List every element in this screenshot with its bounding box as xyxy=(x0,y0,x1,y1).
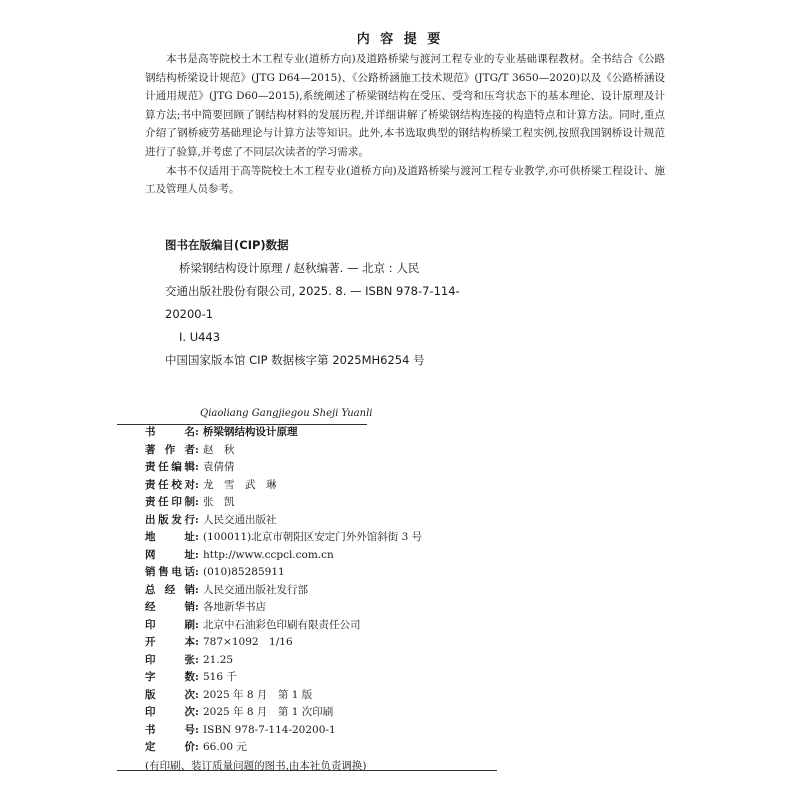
imprint-label: 责任印制 xyxy=(145,496,195,508)
imprint-value: 2025 年 8 月 第 1 次印刷 xyxy=(203,706,334,718)
imprint-row xyxy=(145,722,565,740)
imprint-label: 地 址 xyxy=(145,531,195,543)
imprint-colon: : xyxy=(195,618,199,631)
imprint-row xyxy=(145,652,565,670)
summary-title: 内 容 提 要 xyxy=(356,32,444,47)
imprint-colon: : xyxy=(195,706,199,718)
imprint-row xyxy=(145,442,565,460)
imprint-row xyxy=(145,704,565,722)
imprint-value: 人民交通出版社 xyxy=(203,513,277,526)
imprint-value: 516 千 xyxy=(203,671,237,683)
imprint-row xyxy=(145,494,565,512)
summary-body xyxy=(145,50,665,199)
cip-line: 20200-1 xyxy=(165,307,214,321)
imprint-label: 出版发行 xyxy=(145,513,195,526)
imprint-value: (100011)北京市朝阳区安定门外外馆斜街 3 号 xyxy=(203,531,423,543)
imprint-colon: : xyxy=(195,636,199,648)
imprint-value: 21.25 xyxy=(203,653,234,666)
imprint-colon: : xyxy=(195,461,199,473)
divider-bottom xyxy=(117,770,497,771)
imprint-row xyxy=(145,669,565,687)
imprint-label: 责任校对 xyxy=(145,478,195,491)
imprint-value: 各地新华书店 xyxy=(203,601,266,613)
imprint-label: 印 张 xyxy=(145,653,195,666)
imprint-colon: : xyxy=(195,653,199,666)
imprint-colon: : xyxy=(195,723,199,736)
cip-line: 交通出版社股份有限公司, 2025. 8. — ISBN 978-7-114- xyxy=(165,284,460,298)
imprint-value: 787×1092 1/16 xyxy=(203,636,293,648)
imprint-colon: : xyxy=(195,426,199,438)
cip-record-number: 中国国家版本馆 CIP 数据核字第 2025MH6254 号 xyxy=(165,353,425,367)
imprint-value: 赵 秋 xyxy=(203,443,235,456)
imprint-label: 销售电话 xyxy=(145,566,195,578)
imprint-label: 字 数 xyxy=(145,671,195,683)
imprint-row xyxy=(145,424,565,442)
imprint-row xyxy=(145,599,565,617)
imprint-colon: : xyxy=(195,478,199,491)
imprint-label: 版 次 xyxy=(145,688,195,701)
cip-line: 桥梁钢结构设计原理 / 赵秋编著. — 北京 : 人民 xyxy=(179,261,420,275)
imprint-label: 书 号 xyxy=(145,723,195,736)
imprint-colon: : xyxy=(195,601,199,613)
imprint-value: ISBN 978-7-114-20200-1 xyxy=(203,723,336,736)
imprint-row xyxy=(145,582,565,600)
imprint-note: (有印刷、装订质量问题的图书,由本社负责调换) xyxy=(145,759,367,772)
pinyin-title: Qiaoliang Gangjiegou Sheji Yuanli xyxy=(200,408,373,419)
imprint-label: 印 次 xyxy=(145,706,195,718)
imprint-row xyxy=(145,739,565,757)
cip-block xyxy=(165,234,465,372)
imprint-row xyxy=(145,634,565,652)
summary-paragraph: 本书不仅适用于高等院校土木工程专业(道桥方向)及道路桥梁与渡河工程专业教学,亦可供桥梁工程设计、施工及管理人员参考。 xyxy=(145,164,665,196)
imprint-label: 总 经 销 xyxy=(145,583,195,596)
imprint-row xyxy=(145,687,565,705)
imprint-value: 2025 年 8 月 第 1 版 xyxy=(203,688,313,701)
imprint-row xyxy=(145,564,565,582)
imprint-colon: : xyxy=(195,688,199,701)
summary-paragraph: 本书是高等院校土木工程专业(道桥方向)及道路桥梁与渡河工程专业的专业基础课程教材。全书结合《公路钢结构桥梁设计规范》(JTG D64—2015)、《公路桥涵施工技术规范》(JTG/T 3650—2020)以及《公路桥涵设计通用规范》(JTG D60—2015),系统阐述了桥梁钢结构在受压、受弯和压弯状态下的基本理论、设计原理及计算方法;书中简要回顾了钢结构材料的发展历程,并详细讲解了桥梁钢结构连接的构造特点和计算方法。同时,重点介绍了钢桥疲劳基础理论与计算方法等知识。此外,本书选取典型的钢结构桥梁工程实例,按照我国钢桥设计规范进行了验算,并考虑了不同层次读者的学习需求。 xyxy=(145,53,665,158)
imprint-colon: : xyxy=(195,496,199,508)
imprint-value: 北京中石油彩色印刷有限责任公司 xyxy=(203,618,361,631)
imprint-colon: : xyxy=(195,548,199,561)
imprint-value: 66.00 元 xyxy=(203,741,247,753)
imprint-colon: : xyxy=(195,531,199,543)
imprint-value: http://www.ccpcl.com.cn xyxy=(203,548,334,561)
imprint-label: 印 刷 xyxy=(145,618,195,631)
imprint-colon: : xyxy=(195,566,199,578)
imprint-label: 书 名 xyxy=(145,426,195,438)
imprint-label: 网 址 xyxy=(145,548,195,561)
imprint-value: 张 凯 xyxy=(203,496,235,508)
imprint-row xyxy=(145,547,565,565)
imprint-row xyxy=(145,512,565,530)
imprint-value: 桥梁钢结构设计原理 xyxy=(203,426,298,438)
imprint-value: 龙 雪 武 琳 xyxy=(203,478,277,491)
imprint-label: 定 价 xyxy=(145,741,195,753)
cip-classification: Ⅰ. U443 xyxy=(179,330,221,344)
imprint-label: 著 作 者 xyxy=(145,443,195,456)
imprint-label: 开 本 xyxy=(145,636,195,648)
imprint-colon: : xyxy=(195,513,199,526)
imprint-colon: : xyxy=(195,671,199,683)
cip-title: 图书在版编目(CIP)数据 xyxy=(165,238,289,252)
imprint-value: (010)85285911 xyxy=(203,566,285,578)
imprint-value: 人民交通出版社发行部 xyxy=(203,583,308,596)
imprint-colon: : xyxy=(195,443,199,456)
imprint-colon: : xyxy=(195,741,199,753)
imprint-row xyxy=(145,477,565,495)
imprint-block xyxy=(145,424,565,775)
imprint-row xyxy=(145,459,565,477)
imprint-label: 责任编辑 xyxy=(145,461,195,473)
imprint-value: 袁倩倩 xyxy=(203,461,235,473)
imprint-colon: : xyxy=(195,583,199,596)
imprint-row xyxy=(145,529,565,547)
imprint-label: 经 销 xyxy=(145,601,195,613)
imprint-row xyxy=(145,617,565,635)
